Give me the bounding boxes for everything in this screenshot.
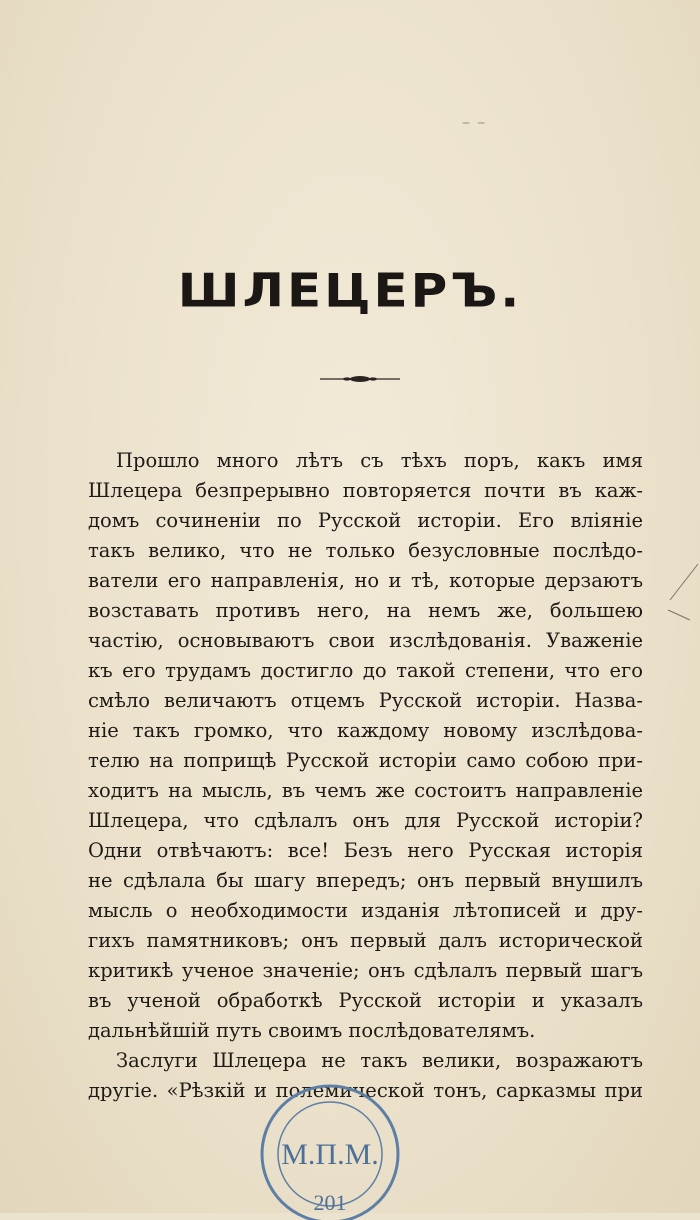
title-ornament bbox=[320, 372, 400, 386]
text-line: Прошло много лѣтъ съ тѣхъ поръ, какъ имя bbox=[116, 449, 643, 472]
top-mark: – – bbox=[462, 112, 487, 131]
text-line: смѣло величаютъ отцемъ Русской исторіи. Назва- bbox=[88, 689, 643, 712]
page-title: ШЛЕЦЕРЪ. bbox=[177, 264, 523, 318]
text-line: домъ сочиненіи по Русской исторіи. Его вліяніе bbox=[88, 509, 643, 532]
text-line: дальнѣйшій путь своимъ послѣдователямъ. bbox=[88, 1019, 536, 1042]
text-line: не сдѣлала бы шагу впередъ; онъ первый внушилъ bbox=[88, 869, 643, 892]
text-line: телю на поприщѣ Русской исторіи само собою при- bbox=[88, 749, 643, 772]
text-line: въ ученой обработкѣ Русской исторіи и указалъ bbox=[88, 989, 643, 1012]
text-line: Шлецера безпрерывно повторяется почти въ каж- bbox=[88, 479, 643, 502]
text-line: другіе. «Рѣзкій и полемической тонъ, сарказмы при bbox=[88, 1079, 643, 1102]
text-line: критикѣ ученое значеніе; онъ сдѣлалъ первый шагъ bbox=[88, 959, 643, 982]
pencil-mark bbox=[660, 560, 700, 630]
text-line: къ его трудамъ достигло до такой степени, что его bbox=[88, 659, 643, 682]
stamp-label: М.П.М. bbox=[281, 1138, 379, 1171]
stamp-number: 201 bbox=[313, 1190, 347, 1215]
text-line: частію, основываютъ свои изслѣдованія. Уваженіе bbox=[88, 629, 643, 652]
text-line: гихъ памятниковъ; онъ первый далъ исторической bbox=[88, 929, 643, 952]
text-line: такъ велико, что не только безусловные послѣдо- bbox=[88, 539, 643, 562]
text-line: мысль о необходимости изданія лѣтописей и дру- bbox=[88, 899, 643, 922]
text-line: ватели его направленія, но и тѣ, которые дерзаютъ bbox=[88, 569, 643, 592]
text-line: Одни отвѣчаютъ: все! Безъ него Русская исторія bbox=[88, 839, 643, 862]
library-stamp bbox=[252, 1080, 408, 1220]
text-line: Заслуги Шлецера не такъ велики, возражаютъ bbox=[116, 1049, 643, 1072]
text-line: ніе такъ громко, что каждому новому изслѣдова- bbox=[88, 719, 643, 742]
text-line: ходитъ на мысль, въ чемъ же состоитъ направленіе bbox=[88, 779, 643, 802]
text-line: Шлецера, что сдѣлалъ онъ для Русской исторіи? bbox=[88, 809, 643, 832]
text-line: возставать противъ него, на немъ же, большею bbox=[88, 599, 643, 622]
